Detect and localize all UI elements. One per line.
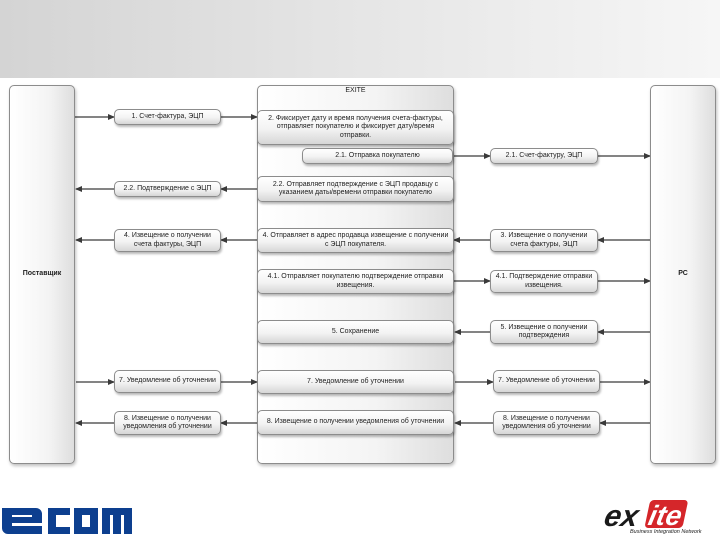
supplier-msg-4: 4. Извещение о получении счета фактуры, ЭЦП (114, 229, 221, 252)
buyer-msg-8: 8. Извещение о получении уведомления об уточнении (493, 411, 600, 435)
lane-exite-label: EXITE (345, 87, 366, 94)
flow-diagram (0, 78, 720, 470)
supplier-msg-7: 7. Уведомление об уточнении (114, 370, 221, 393)
supplier-msg-2-2: 2.2. Подтверждение с ЭЦП (114, 181, 221, 197)
supplier-msg-8: 8. Извещение о получении уведомления об уточнении (114, 411, 221, 435)
svg-text:ex: ex (601, 500, 642, 533)
ecom-logo (0, 500, 135, 540)
svg-text:ite: ite (645, 499, 686, 531)
exite-tagline: Business Integration Network (630, 529, 702, 535)
exite-step-4: 4. Отправляет в адрес продавца извещение с получении с ЭЦП покупателя. (257, 228, 454, 253)
exite-step-2-2: 2.2. Отправляет подтверждение с ЭЦП продавцу с указанием даты/времени отправки покупателю (257, 176, 454, 202)
header-band (0, 0, 720, 78)
exite-step-4-1: 4.1. Отправляет покупателю подтверждение отправки извещения. (257, 269, 454, 294)
exite-step-8: 8. Извещение о получении уведомления об уточнении (257, 410, 454, 435)
buyer-msg-7: 7. Уведомление об уточнении (493, 370, 600, 393)
buyer-msg-2-1: 2.1. Счет-фактуру, ЭЦП (490, 148, 598, 164)
supplier-msg-1: 1. Счет-фактура, ЭЦП (114, 109, 221, 125)
buyer-msg-3: 3. Извещение о получении счета фактуры, ЭЦП (490, 229, 598, 252)
lane-supplier-label: Поставщик (22, 270, 62, 277)
buyer-msg-5: 5. Извещение о получении подтверждения (490, 320, 598, 344)
exite-step-2: 2. Фиксирует дату и время получения счета-фактуры, отправляет покупателю и фиксирует дату/время отправки. (257, 110, 454, 145)
exite-step-5: 5. Сохранение (257, 320, 454, 344)
lane-buyer-label: РС (678, 270, 688, 277)
exite-step-7: 7. Уведомление об уточнении (257, 370, 454, 394)
buyer-msg-4-1: 4.1. Подтверждение отправки извещения. (490, 270, 598, 293)
exite-step-2-1: 2.1. Отправка покупателю (302, 148, 453, 164)
